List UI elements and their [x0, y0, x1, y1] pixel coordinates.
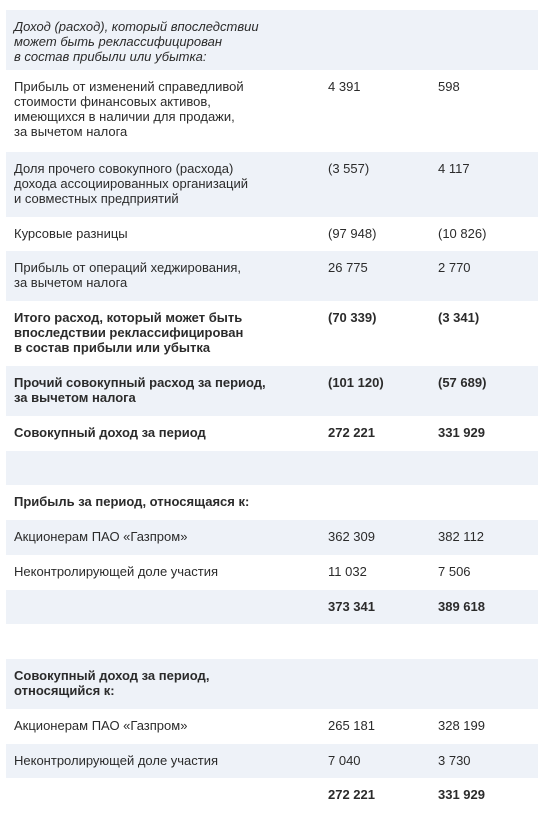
row-label: Доход (расход), который впоследствии может быть реклассифицирован в состав прибыли или убытка: [14, 19, 259, 64]
row-label: Прочий совокупный расход за период, за вычетом налога [14, 375, 266, 405]
value-prior-period: 328 199 [438, 718, 485, 733]
value-prior-period [430, 494, 538, 520]
value-prior-period: 7 506 [438, 564, 471, 579]
financial-table [6, 10, 538, 810]
value-current-period: 11 032 [328, 564, 367, 579]
row-label: Прибыль за период, относящаяся к: [14, 494, 250, 509]
table-row [6, 152, 538, 217]
value-prior-period: (57 689) [438, 375, 487, 390]
value-prior-period: 598 [438, 79, 460, 94]
value-current-period [320, 460, 430, 485]
value-current-period [320, 668, 430, 709]
table-row [6, 485, 538, 520]
value-prior-period [430, 633, 538, 659]
value-prior-period: 331 929 [438, 425, 485, 440]
value-current-period: (101 120) [328, 375, 384, 390]
row-label: Прибыль от операций хеджирования, за вычетом налога [14, 260, 242, 290]
value-current-period [320, 633, 430, 659]
table-row [6, 778, 538, 810]
value-prior-period [430, 668, 538, 709]
value-current-period: 4 391 [328, 79, 361, 94]
row-label: Совокупный доход за период [14, 425, 206, 440]
value-current-period: 272 221 [328, 425, 375, 440]
row-label [6, 599, 320, 624]
value-current-period: (3 557) [328, 161, 370, 176]
row-label [6, 460, 320, 485]
row-label: Акционерам ПАО «Газпром» [14, 718, 188, 733]
value-prior-period: 331 929 [438, 787, 485, 802]
row-label: Акционерам ПАО «Газпром» [14, 529, 188, 544]
value-prior-period: (10 826) [438, 226, 487, 241]
row-label: Курсовые разницы [14, 226, 128, 241]
value-prior-period: 3 730 [438, 753, 471, 768]
row-label: Неконтролирующей доле участия [14, 753, 219, 768]
value-current-period: 7 040 [328, 753, 361, 768]
table-row [6, 366, 538, 416]
table-row [6, 301, 538, 366]
row-label: Совокупный доход за период, относящийся к: [14, 668, 210, 698]
table-row [6, 520, 538, 555]
table-row [6, 70, 538, 152]
value-prior-period: 4 117 [438, 161, 470, 176]
row-label [6, 787, 320, 810]
value-current-period: 265 181 [328, 718, 375, 733]
value-current-period [320, 494, 430, 520]
table-row [6, 251, 538, 301]
table-row [6, 10, 538, 70]
value-current-period: 373 341 [328, 599, 375, 614]
row-label: Итого расход, который может быть впоследствии реклассифицирован в состав прибыли или убытка [14, 310, 244, 355]
table-row [6, 217, 538, 251]
value-prior-period: 2 770 [438, 260, 471, 275]
table-row [6, 709, 538, 744]
value-prior-period [430, 460, 538, 485]
value-prior-period: 389 618 [438, 599, 485, 614]
row-label: Неконтролирующей доле участия [14, 564, 219, 579]
table-row [6, 590, 538, 624]
table-row [6, 555, 538, 590]
table-row [6, 451, 538, 485]
value-prior-period: 382 112 [438, 529, 485, 544]
value-current-period: 26 775 [328, 260, 368, 275]
table-row [6, 659, 538, 709]
table-row [6, 744, 538, 778]
value-current-period: (97 948) [328, 226, 377, 241]
value-prior-period [430, 19, 538, 70]
value-current-period [320, 19, 430, 70]
table-row [6, 624, 538, 659]
table-row [6, 416, 538, 451]
row-label: Прибыль от изменений справедливой стоимости финансовых активов, имеющихся в наличии для продажи, за вычетом налога [14, 79, 244, 139]
value-current-period: 362 309 [328, 529, 375, 544]
row-label [6, 633, 320, 659]
value-current-period: 272 221 [328, 787, 375, 802]
value-current-period: (70 339) [328, 310, 377, 325]
row-label: Доля прочего совокупного (расхода) дохода ассоциированных организаций и совместных предприятий [14, 161, 248, 206]
value-prior-period: (3 341) [438, 310, 480, 325]
